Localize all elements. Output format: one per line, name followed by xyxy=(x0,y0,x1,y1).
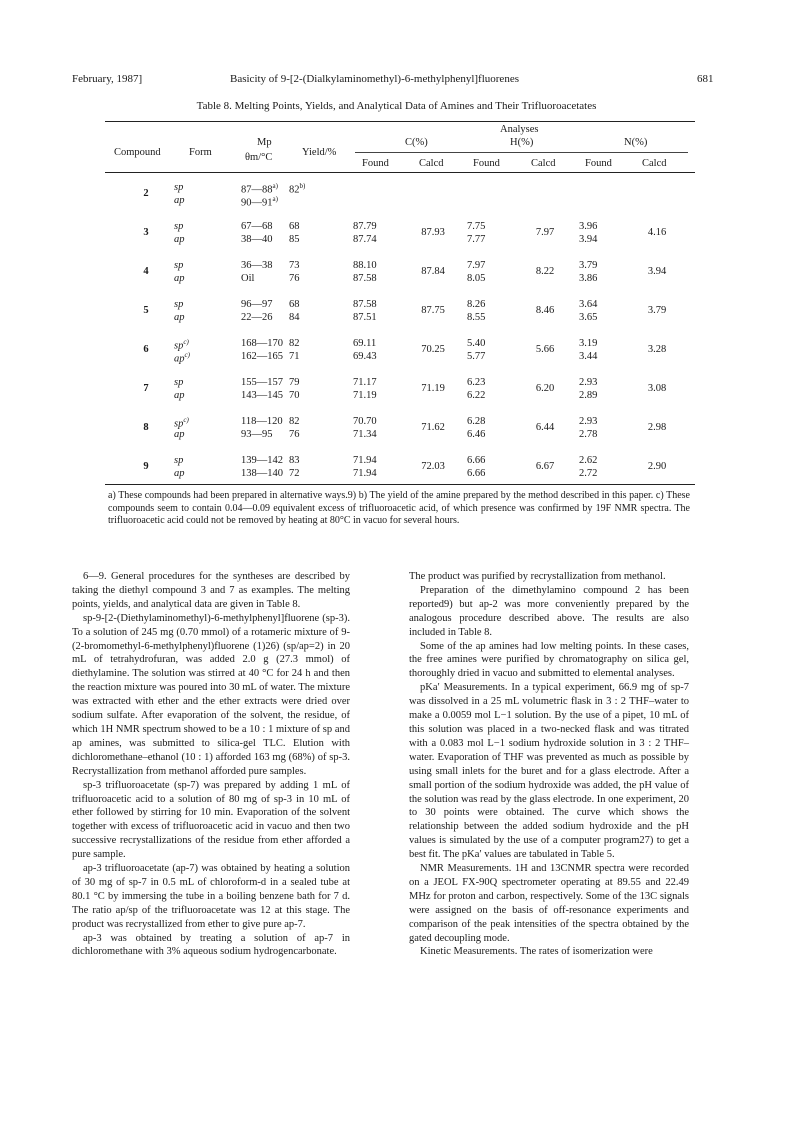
cell-yield: 76 xyxy=(289,428,300,440)
th-h-found: Found xyxy=(473,158,500,169)
para-right-5: NMR Measurements. 1H and 13CNMR spectra were recorded on a JEOL FX-90Q spectrometer operating at 89.55 and 22.49 MHz for proton and carbon, respectively. Some of the 13C signals were assigned on the basis of off-resonance experiments and comparison of the peak intensities of the spectra obtained by the gated decoupling mode. xyxy=(409,863,689,944)
para-right-4: pKa′ Measurements. In a typical experiment, 66.9 mg of sp-7 was dissolved in a 25 mL volumetric flask in 3 : 2 THF–water to make a 0.0059 mol L−1 solution. By the use of a pipet, 10 mL of this solution was placed in a two-necked flask and was titrated with a 0.083 mol L−1 sodium hydroxide solution in 3 : 2 THF–water. Evaporation of THF was prevented as much as possible by using small inlets for the buret and for a glass electrode. After a small portion of the sodium hydroxide was added, the pH value of the solution was read by the glass electrode. In one experiment, 20 to 30 points were obtained. The curve which shows the relationship between the added sodium hydroxide and the pH values is simulated by the use of a computer program27) to get a best fit. The pKa′ values are tabulated in Table 5. xyxy=(409,682,689,861)
para-right-1: The product was purified by recrystallization from methanol. xyxy=(409,571,666,582)
footnote-mark: c) xyxy=(183,338,189,346)
cell-c-found: 71.94 xyxy=(353,455,377,466)
cell-n-found: 3.64 xyxy=(579,299,598,310)
th-compound: Compound xyxy=(114,147,161,158)
cell-c-found: 87.79 xyxy=(353,221,377,232)
cell-h-found: 6.66 xyxy=(467,467,486,479)
cell-c-found: 70.70 xyxy=(353,416,377,427)
cell-c-found: 71.19 xyxy=(353,389,377,401)
header-date: February, 1987] xyxy=(72,73,143,85)
cell-compound: 7 xyxy=(143,383,149,395)
th-mp-unit: θm/°C xyxy=(245,152,273,163)
th-mp: Mp xyxy=(257,137,272,148)
cell-n-found: 3.65 xyxy=(579,311,598,323)
cell-n-found: 2.89 xyxy=(579,389,598,401)
cell-n-found: 2.72 xyxy=(579,467,598,479)
cell-mp: 139—142 xyxy=(241,455,283,466)
cell-h-calcd: 7.97 xyxy=(535,227,555,239)
th-c-calcd: Calcd xyxy=(419,158,444,169)
cell-h-calcd: 8.22 xyxy=(535,266,555,278)
cell-c-calcd: 87.75 xyxy=(421,305,445,317)
footnote-mark: a) xyxy=(272,182,278,190)
cell-compound: 8 xyxy=(143,422,149,434)
cell-h-found: 6.28 xyxy=(467,416,486,427)
cell-yield: 72 xyxy=(289,467,300,479)
cell-forms: sp xyxy=(174,377,184,388)
cell-mp: 96—97 xyxy=(241,299,273,310)
cell-mp: 138—140 xyxy=(241,467,283,479)
cell-forms: sp xyxy=(174,221,184,232)
cell-forms: $ap^{c)}$ xyxy=(174,350,190,364)
cell-forms: ap xyxy=(174,272,185,284)
cell-h-calcd: 8.46 xyxy=(535,305,555,317)
cell-mp: 162—165 xyxy=(241,350,283,362)
cell-n-calcd: 3.28 xyxy=(647,344,667,356)
cell-forms: ap xyxy=(174,311,185,323)
th-analyses: Analyses xyxy=(500,124,539,135)
cell-c-calcd: 71.62 xyxy=(421,422,445,434)
cell-mp: 93—95 xyxy=(241,428,273,440)
cell-mp: 67—68 xyxy=(241,221,273,232)
cell-forms: sp xyxy=(174,260,184,271)
cell-forms: ap xyxy=(174,467,185,479)
cell-yield: 82$^{b)}$ xyxy=(289,182,306,196)
cell-yield: 82 xyxy=(289,338,300,349)
cell-forms: ap xyxy=(174,389,185,401)
cell-compound: 9 xyxy=(143,461,149,473)
cell-c-found: 87.58 xyxy=(353,299,377,310)
cell-forms: $sp^{c)}$ xyxy=(174,416,189,430)
cell-h-found: 7.75 xyxy=(467,221,486,232)
cell-yield: 71 xyxy=(289,350,300,362)
body-left-column xyxy=(72,570,350,959)
cell-n-found: 2.78 xyxy=(579,428,598,440)
cell-forms: sp xyxy=(174,182,184,193)
cell-yield: 85 xyxy=(289,233,300,245)
cell-yield: 84 xyxy=(289,311,300,323)
cell-h-calcd: 6.20 xyxy=(535,383,555,395)
cell-h-found: 5.77 xyxy=(467,350,486,362)
cell-n-found: 2.93 xyxy=(579,377,598,388)
h-subrule xyxy=(465,152,580,153)
para-right-3: Some of the ap amines had low melting points. In these cases, the free amines were purified by chromatography on silica gel, thoroughly dried in vacuo and submitted to elemental analyses. xyxy=(409,640,689,680)
cell-h-found: 7.77 xyxy=(467,233,486,245)
cell-forms: ap xyxy=(174,428,185,440)
cell-n-found: 3.94 xyxy=(579,233,598,245)
running-title: Basicity of 9-[2-(Dialkylaminomethyl)-6-methylphenyl]fluorenes xyxy=(230,73,519,85)
body-right-column xyxy=(409,570,689,959)
cell-compound: 3 xyxy=(143,227,149,239)
page-number: 681 xyxy=(697,73,714,85)
cell-mp: 38—40 xyxy=(241,233,273,245)
cell-n-calcd: 3.79 xyxy=(647,305,667,317)
cell-c-calcd: 70.25 xyxy=(421,344,445,356)
th-form: Form xyxy=(189,147,212,158)
cell-mp: 36—38 xyxy=(241,260,273,271)
n-subrule xyxy=(578,152,688,153)
cell-n-found: 3.44 xyxy=(579,350,598,362)
para-left-1: 6—9. General procedures for the syntheses are described by taking the diethyl compound 3 and 7 as examples. The melting points, yields, and analytical data are given in Table 8. xyxy=(72,571,350,610)
cell-mp: 90—91$^{a)}$ xyxy=(241,194,278,208)
footnote-text: a) These compounds had been prepared in alternative ways.9) b) The yield of the amine prepared by the method described in this paper. c) These compounds seem to contain 0.04—0.09 equivalent excess of trifluoroacetic acid, of which presence was confirmed by 19F NMR spectra. The trifluoroacetic acid could not be removed by heating at 80°C in vacuo for several hours. xyxy=(108,490,690,526)
cell-n-found: 2.93 xyxy=(579,416,598,427)
cell-yield: 83 xyxy=(289,455,300,466)
para-right-2: Preparation of the dimethylamino compound 2 has been reported9) but ap-2 was more conveniently prepared by the analogous procedure described above. The results are also included in Table 8. xyxy=(409,584,689,638)
cell-c-found: 88.10 xyxy=(353,260,377,271)
cell-n-calcd: 3.94 xyxy=(647,266,667,278)
cell-mp: 22—26 xyxy=(241,311,273,323)
cell-mp: 168—170 xyxy=(241,338,283,349)
table-top-rule xyxy=(105,121,695,122)
footnote-mark: c) xyxy=(184,350,190,359)
cell-c-calcd: 87.93 xyxy=(421,227,445,239)
para-left-3: sp-3 trifluoroacetate (sp-7) was prepared by adding 1 mL of trifluoroacetic acid to a solution of 80 mg of sp-3 in 10 mL of ether followed by stirring for 10 min. Evaporation of the solvent together with excess of trifluoroacetic acid in vacuo and then two successive recrystallizations of the residue from ether afforded a pure sample. xyxy=(72,779,350,861)
cell-h-calcd: 6.44 xyxy=(535,422,555,434)
cell-n-calcd: 2.90 xyxy=(647,461,667,473)
th-h: H(%) xyxy=(510,137,534,148)
cell-h-found: 8.26 xyxy=(467,299,486,310)
cell-c-found: 87.58 xyxy=(353,272,377,284)
para-left-4: ap-3 trifluoroacetate (ap-7) was obtained by heating a solution of 30 mg of sp-7 in 0.5 mL of chloroform-d in a sealed tube at 80.1 °C by immersing the tube in a boiling benzene bath for 7 d. The ratio ap/sp of the trifluoroacetate was 12 at this stage. The product was recrystallized from ether to give pure ap-7. xyxy=(72,863,350,930)
cell-yield: 76 xyxy=(289,272,300,284)
footnote-mark: a) xyxy=(272,194,278,203)
cell-compound: 5 xyxy=(143,305,149,317)
para-left-5: ap-3 was obtained by treating a solution of ap-7 in dichloromethane with 3% aqueous sodium hydrogencarbonate. xyxy=(72,932,350,958)
cell-mp: 87—88$^{a)}$ xyxy=(241,182,278,196)
cell-h-found: 5.40 xyxy=(467,338,486,349)
cell-yield: 79 xyxy=(289,377,300,388)
cell-h-calcd: 5.66 xyxy=(535,344,555,356)
cell-forms: ap xyxy=(174,194,185,206)
para-right-6: Kinetic Measurements. The rates of isomerization were xyxy=(420,946,653,958)
cell-c-calcd: 71.19 xyxy=(421,383,445,395)
cell-yield: 73 xyxy=(289,260,300,271)
cell-c-found: 71.34 xyxy=(353,428,377,440)
cell-forms: $sp^{c)}$ xyxy=(174,338,189,352)
cell-c-found: 87.51 xyxy=(353,311,377,323)
cell-h-found: 6.66 xyxy=(467,455,486,466)
cell-n-found: 3.19 xyxy=(579,338,598,349)
cell-forms: ap xyxy=(174,233,185,245)
th-h-calcd: Calcd xyxy=(531,158,556,169)
cell-forms: sp xyxy=(174,455,184,466)
cell-c-calcd: 87.84 xyxy=(421,266,445,278)
cell-yield: 70 xyxy=(289,389,300,401)
table-caption: Table 8. Melting Points, Yields, and Analytical Data of Amines and Their Trifluoroacetates xyxy=(196,100,597,112)
cell-c-found: 69.11 xyxy=(353,338,377,349)
cell-n-calcd: 3.08 xyxy=(647,383,667,395)
cell-yield: 68 xyxy=(289,299,300,310)
cell-h-calcd: 6.67 xyxy=(535,461,555,473)
cell-c-found: 71.17 xyxy=(353,377,377,388)
cell-h-found: 8.05 xyxy=(467,272,486,284)
table-bottom-rule xyxy=(105,484,695,485)
th-n: N(%) xyxy=(624,137,648,148)
cell-compound: 2 xyxy=(143,188,149,200)
cell-h-found: 6.22 xyxy=(467,389,486,401)
footnote-mark: b) xyxy=(299,182,306,190)
cell-n-found: 3.79 xyxy=(579,260,598,271)
cell-c-calcd: 72.03 xyxy=(421,461,445,473)
th-yield: Yield/% xyxy=(302,147,337,158)
cell-mp: Oil xyxy=(241,272,255,284)
para-left-2: sp-9-[2-(Diethylaminomethyl)-6-methylphenyl]fluorene (sp-3). To a solution of 245 mg (0.70 mmol) of a rotameric mixture of 9-(2-bromomethyl-6-methylphenyl)fluorene (1)26) (sp/ap=2) in 20 mL of tetrahydrofuran, was added 2.0 g (27.3 mmol) of diethylamine. The solution was stirred at 40 °C for 24 h and then the reaction mixture was poured into 30 mL of water. The mixture was extracted with ether and the ether extracts were dried over sodium sulfate. After evaporation of the solvent, the residue, of which 1H NMR spectrum showed to be a 10 : 1 mixture of sp and ap amines, was submitted to silica-gel TLC. Elution with dichloromethane–ethanol (10 : 1) afforded 163 mg (68%) of sp-3. Recrystallization from methanol afforded pure samples. xyxy=(72,612,350,777)
cell-yield: 82 xyxy=(289,416,300,427)
footnote-mark: c) xyxy=(183,416,189,424)
cell-mp: 143—145 xyxy=(241,389,283,401)
cell-c-found: 71.94 xyxy=(353,467,377,479)
cell-n-found: 3.86 xyxy=(579,272,598,284)
cell-n-calcd: 2.98 xyxy=(647,422,667,434)
th-n-found: Found xyxy=(585,158,612,169)
th-c-found: Found xyxy=(362,158,389,169)
th-c: C(%) xyxy=(405,137,428,148)
cell-forms: sp xyxy=(174,299,184,310)
cell-c-found: 69.43 xyxy=(353,350,377,362)
cell-h-found: 7.97 xyxy=(467,260,486,271)
cell-h-found: 8.55 xyxy=(467,311,486,323)
cell-n-calcd: 4.16 xyxy=(647,227,667,239)
table-footnotes xyxy=(108,490,690,528)
table-header-rule xyxy=(105,172,695,173)
cell-compound: 4 xyxy=(143,266,149,278)
cell-mp: 118—120 xyxy=(241,416,283,427)
cell-yield: 68 xyxy=(289,221,300,232)
cell-n-found: 3.96 xyxy=(579,221,598,232)
cell-h-found: 6.23 xyxy=(467,377,486,388)
cell-compound: 6 xyxy=(143,344,149,356)
cell-c-found: 87.74 xyxy=(353,233,377,245)
cell-h-found: 6.46 xyxy=(467,428,486,440)
th-n-calcd: Calcd xyxy=(642,158,667,169)
cell-mp: 155—157 xyxy=(241,377,283,388)
cell-n-found: 2.62 xyxy=(579,455,598,466)
